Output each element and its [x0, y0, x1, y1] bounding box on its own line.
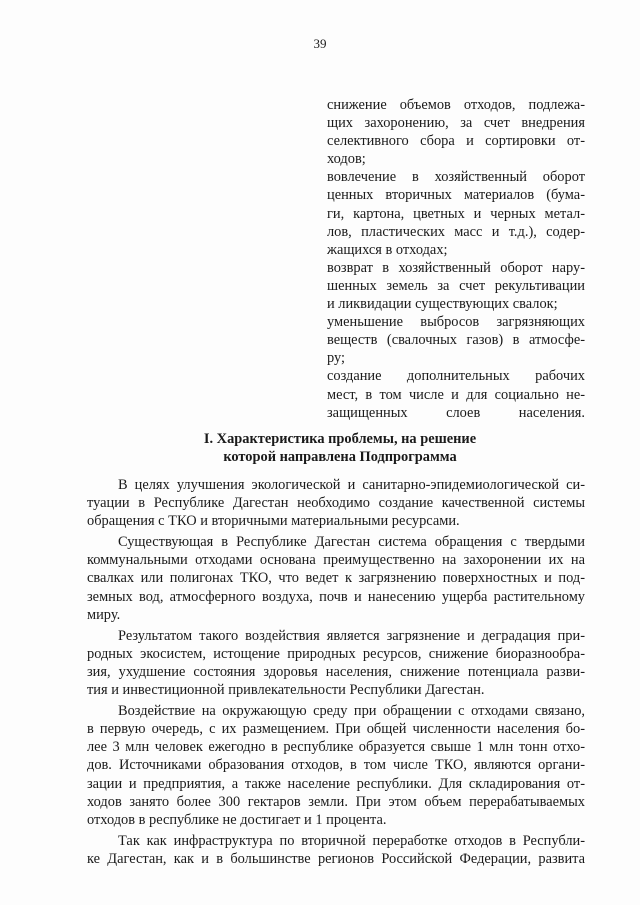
paragraph-line: родных экосистем, истощение природных ресурсов, снижение биоразнообра- [87, 645, 585, 662]
section-body [87, 476, 585, 868]
paragraph [87, 627, 585, 699]
paragraph-line: туации в Республике Дагестан необходимо создание качественной системы [87, 495, 585, 512]
list-line: ру; [327, 350, 346, 367]
paragraph-line: отходов в республике не достигает и 1 процента. [87, 811, 387, 828]
list-line: ходов; [327, 151, 366, 168]
list-line: мест, в том числе и для социально не- [327, 386, 585, 403]
paragraph-line: миру. [87, 606, 121, 623]
paragraph-line: зации и предприятия, а также население республики. Для складирования от- [87, 775, 585, 792]
paragraph-line: Так как инфраструктура по вторичной переработке отходов в Республи- [118, 832, 585, 849]
paragraph-line: обращения с ТКО и вторичными материальными ресурсами. [87, 513, 460, 530]
list-line: и ликвидации существующих свалок; [327, 296, 558, 313]
list-line: шенных земель за счет рекультивации [327, 277, 585, 294]
paragraph-line: свалках или полигонах ТКО, что ведет к загрязнению поверхностных и под- [87, 570, 585, 587]
list-line: уменьшение выбросов загрязняющих [327, 314, 585, 331]
list-line: лов, пластических масс и т.д.), содер- [327, 223, 585, 240]
paragraph-line: земных вод, атмосферного воздуха, почв и нанесению ущерба растительному [87, 588, 585, 605]
paragraph-line: Воздействие на окружающую среду при обращении с отходами связано, [118, 703, 585, 720]
section-heading-line: которой направлена Подпрограмма [223, 449, 457, 465]
list-line: вовлечение в хозяйственный оборот [327, 169, 585, 186]
paragraph [87, 476, 585, 530]
paragraph-line: коммунальными отходами основана преимущественно на захоронении их на [87, 552, 585, 569]
paragraph-line: тия и инвестиционной привлекательности Республики Дагестан. [87, 682, 485, 699]
list-line: создание дополнительных рабочих [327, 368, 585, 385]
list-line: ги, картона, цветных и черных метал- [327, 205, 585, 222]
paragraph-line: лее 3 млн человек ежегодно в республике образуется свыше 1 млн тонн отхо- [87, 739, 585, 756]
paragraph-line: дов. Источниками образования отходов, в том числе ТКО, являются органи- [87, 757, 585, 774]
list-line: снижение объемов отходов, подлежа- [327, 97, 585, 113]
paragraph-line: Результатом такого воздействия является загрязнение и деградация при- [118, 627, 585, 644]
list-line: возврат в хозяйственный оборот нару- [327, 259, 585, 276]
paragraph-line: в первую очередь, с их размещением. При общей численности населения бо- [87, 721, 585, 738]
paragraph-line: Существующая в Республике Дагестан система обращения с твердыми [118, 534, 585, 551]
paragraph [87, 533, 585, 623]
list-line: ценных вторичных материалов (бума- [327, 187, 585, 204]
paragraph [87, 702, 585, 829]
list-line: веществ (свалочных газов) в атмосфе- [327, 332, 585, 349]
section-heading-line: I. Характеристика проблемы, на решение [203, 431, 477, 447]
list-line: селективного сбора и сортировки от- [327, 133, 585, 150]
section-heading [0, 430, 640, 466]
paragraph-line: В целях улучшения экологической и санитарно-эпидемиологической си- [118, 477, 585, 493]
list-line: защищенных слоев населения. [327, 404, 585, 421]
paragraph-line: зия, ухудшение состояния здоровья населения, снижение потенциала разви- [87, 663, 585, 680]
paragraph [87, 832, 585, 868]
paragraph-line: ке Дагестан, как и в большинстве регионов Российской Федерации, развита [87, 850, 585, 867]
measures-list [327, 96, 585, 422]
page-number: 39 [313, 36, 327, 51]
list-line: щих захоронению, за счет внедрения [327, 115, 585, 132]
paragraph-line: ходов занято более 300 гектаров земли. При этом объем перерабатываемых [87, 793, 585, 810]
list-line: жащихся в отходах; [327, 241, 448, 258]
